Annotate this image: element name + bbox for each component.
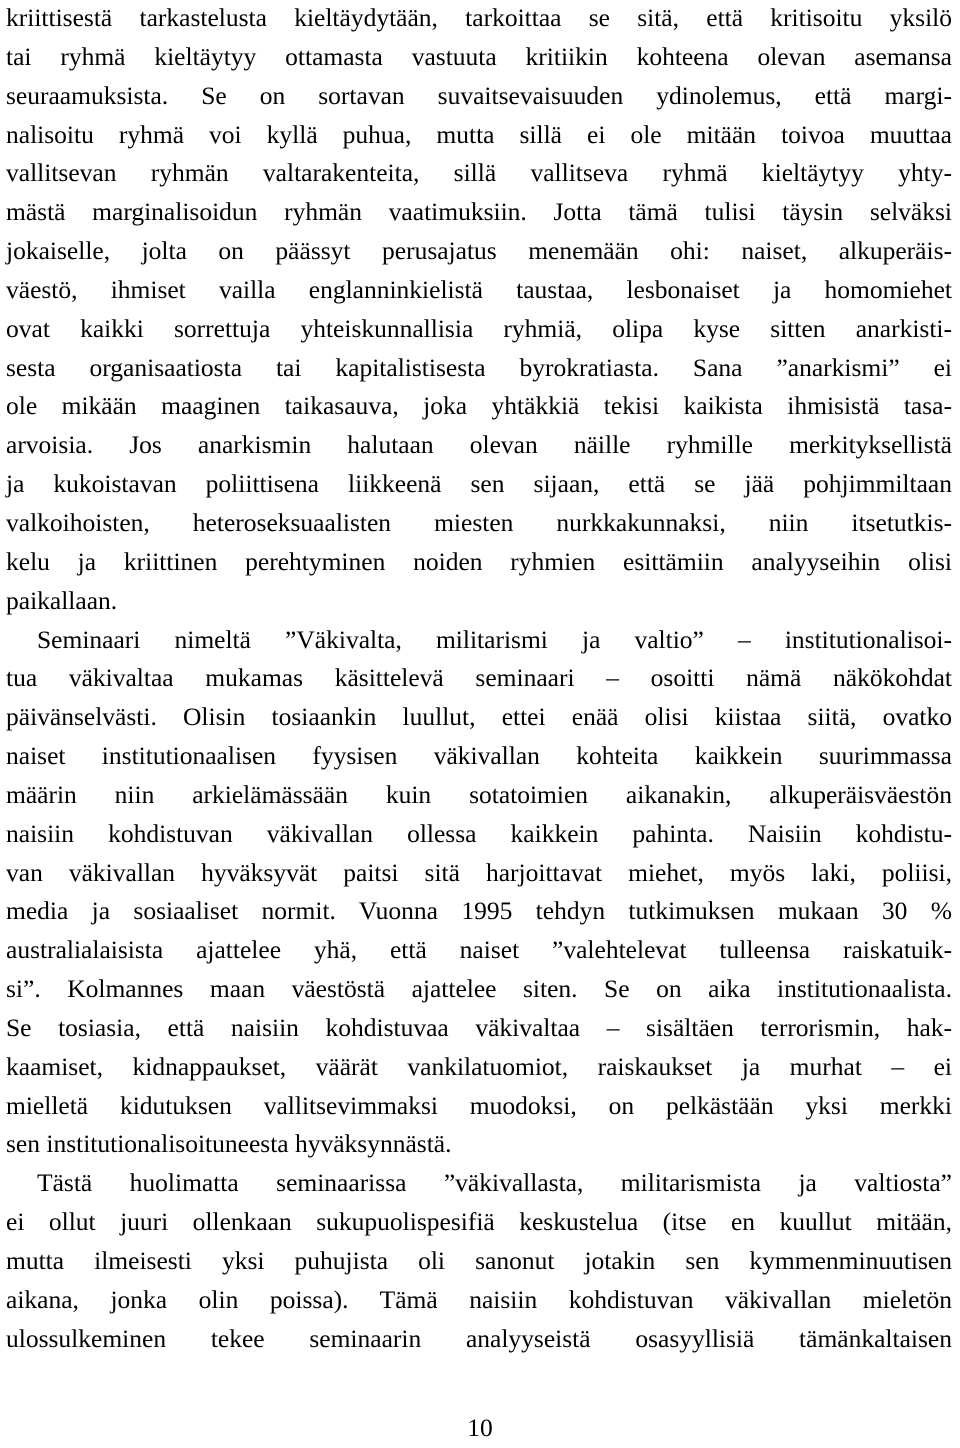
text-line: nalisoitu ryhmä voi kyllä puhua, mutta sillä ei ole mitään toivoa muuttaa xyxy=(6,119,952,149)
text-line: australialaisista ajattelee yhä, että naiset ”valehtelevat tulleensa raiskatuik- xyxy=(6,935,952,965)
text-line: naiset institutionaalisen fyysisen väkivallan kohteita kaikkein suurimmassa xyxy=(6,741,952,771)
text-line: sen institutionalisoituneesta hyväksynnästä. xyxy=(6,1129,452,1159)
text-line: si”. Kolmannes maan väestöstä ajattelee siten. Se on aika institutionaalista. xyxy=(6,974,952,1004)
text-line: ulossulkeminen tekee seminaarin analyyseistä osasyyllisiä tämänkaltaisen xyxy=(6,1323,952,1353)
document-page xyxy=(6,0,952,1359)
text-line: paikallaan. xyxy=(6,585,118,615)
text-line: ei ollut juuri ollenkaan sukupuolispesifiä keskustelua (itse en kuullut mitään, xyxy=(6,1207,952,1237)
text-line: tai ryhmä kieltäytyy ottamasta vastuuta kritiikin kohteena olevan asemansa xyxy=(6,41,952,71)
text-line: media ja sosiaaliset normit. Vuonna 1995 tehdyn tutkimuksen mukaan 30 % xyxy=(6,896,952,926)
text-line: seuraamuksista. Se on sortavan suvaitsevaisuuden ydinolemus, että margi- xyxy=(6,80,952,110)
text-line: kaamiset, kidnappaukset, väärät vankilatuomiot, raiskaukset ja murhat – ei xyxy=(6,1051,952,1081)
text-line: mästä marginalisoidun ryhmän vaatimuksiin. Jotta tämä tulisi täysin selväksi xyxy=(6,197,952,227)
text-line: kriittisestä tarkastelusta kieltäydytään, tarkoittaa se sitä, että kritisoitu yksilö xyxy=(6,3,952,32)
text-line: päivänselvästi. Olisin tosiaankin luullut, ettei enää olisi kiistaa siitä, ovatko xyxy=(6,702,952,732)
text-line: jokaiselle, jolta on päässyt perusajatus menemään ohi: naiset, alkuperäis- xyxy=(6,236,952,266)
text-line: sesta organisaatiosta tai kapitalistisesta byrokratiasta. Sana ”anarkismi” ei xyxy=(6,352,952,382)
text-line: Se tosiasia, että naisiin kohdistuvaa väkivaltaa – sisältäen terrorismin, hak- xyxy=(6,1012,952,1042)
text-line: aikana, jonka olin poissa). Tämä naisiin kohdistuvan väkivallan mieletön xyxy=(6,1284,952,1314)
text-line: vallitsevan ryhmän valtarakenteita, sillä vallitseva ryhmä kieltäytyy yhty- xyxy=(6,158,952,188)
text-line: ole mikään maaginen taikasauva, joka yhtäkkiä tekisi kaikista ihmisistä tasa- xyxy=(6,391,952,421)
text-line: mutta ilmeisesti yksi puhujista oli sanonut jotakin sen kymmenminuutisen xyxy=(6,1246,952,1275)
text-line: kelu ja kriittinen perehtyminen noiden ryhmien esittämiin analyyseihin olisi xyxy=(6,546,952,576)
text-line: ja kukoistavan poliittisena liikkeenä sen sijaan, että se jää pohjimmiltaan xyxy=(6,469,952,499)
page-number: 10 xyxy=(467,1413,493,1442)
text-line: mielletä kidutuksen vallitsevimmaksi muodoksi, on pelkästään yksi merkki xyxy=(6,1090,952,1120)
text-line: määrin niin arkielämässään kuin sotatoimien aikanakin, alkuperäisväestön xyxy=(6,779,952,809)
text-line: Seminaari nimeltä ”Väkivalta, militarismi ja valtio” – institutionalisoi- xyxy=(37,624,952,654)
text-line: Tästä huolimatta seminaarissa ”väkivallasta, militarismista ja valtiosta” xyxy=(37,1168,952,1198)
text-line: ovat kaikki sorrettuja yhteiskunnallisia ryhmiä, olipa kyse sitten anarkisti- xyxy=(6,313,952,343)
text-line: arvoisia. Jos anarkismin halutaan olevan näille ryhmille merkityksellistä xyxy=(6,430,952,460)
text-line: tua väkivaltaa mukamas käsittelevä seminaari – osoitti nämä näkökohdat xyxy=(6,663,952,693)
text-line: van väkivallan hyväksyvät paitsi sitä harjoittavat miehet, myös laki, poliisi, xyxy=(6,857,952,887)
text-line: väestö, ihmiset vailla englanninkielistä taustaa, lesbonaiset ja homomiehet xyxy=(6,274,952,304)
text-line: naisiin kohdistuvan väkivallan ollessa kaikkein pahinta. Naisiin kohdistu- xyxy=(6,818,952,848)
text-line: valkoihoisten, heteroseksuaalisten miesten nurkkakunnaksi, niin itsetutkis- xyxy=(6,507,952,537)
